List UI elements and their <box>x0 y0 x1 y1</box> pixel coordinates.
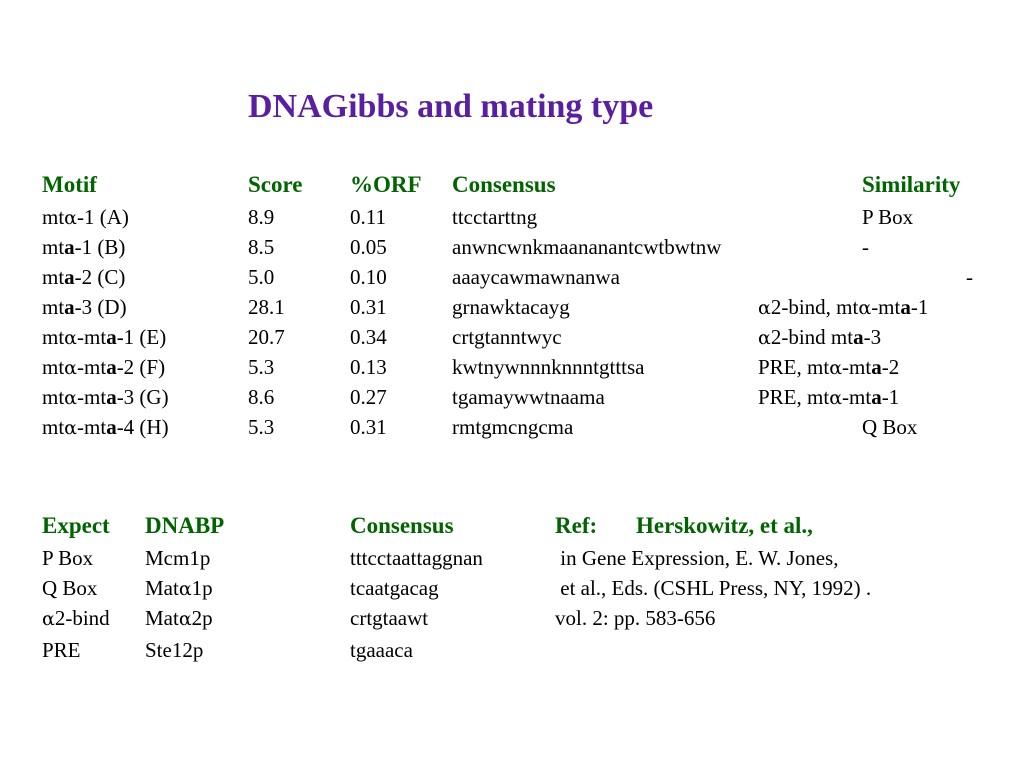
consensus-cell: aaaycawmawnanwa <box>452 265 620 289</box>
orf-cell: 0.13 <box>350 355 387 379</box>
consensus-cell: tcaatgacag <box>350 576 439 600</box>
score-cell: 5.0 <box>248 265 275 289</box>
table-row <box>0 262 1024 292</box>
consensus-cell: kwtnywnnnknnntgtttsa <box>452 355 645 379</box>
expect-table-header <box>0 511 1024 541</box>
consensus-cell: ttcctarttng <box>452 205 538 229</box>
dnabp-cell: Matα2p <box>145 606 213 630</box>
orf-cell: 0.34 <box>350 325 387 349</box>
score-header: Score <box>248 172 303 197</box>
similarity-cell: - <box>862 235 869 259</box>
dnabp-cell: Matα1p <box>145 576 213 600</box>
consensus-cell: tgamaywwtnaama <box>452 385 605 409</box>
table-row <box>0 412 1024 442</box>
orf-cell: 0.31 <box>350 295 387 319</box>
consensus-header: Consensus <box>350 513 454 538</box>
orf-cell: 0.27 <box>350 385 387 409</box>
similarity-cell: PRE, mtα-mta-1 <box>758 385 900 409</box>
slide-title: DNAGibbs and mating type <box>248 88 654 125</box>
table-row <box>0 202 1024 232</box>
table-row <box>0 573 1024 603</box>
motif-cell: mtα-mta-1 (E) <box>42 325 167 349</box>
table-row <box>0 292 1024 322</box>
score-cell: 8.6 <box>248 385 275 409</box>
consensus-cell: grnawktacayg <box>452 295 570 319</box>
table-row <box>0 603 1024 633</box>
consensus-cell: tgaaaca <box>350 638 413 662</box>
motif-cell: mtα-mta-4 (H) <box>42 415 169 439</box>
reference-line: Herskowitz, et al., <box>636 513 813 538</box>
orf-cell: 0.10 <box>350 265 387 289</box>
similarity-header: Similarity <box>862 172 961 197</box>
orf-cell: 0.05 <box>350 235 387 259</box>
motif-header: Motif <box>42 172 97 197</box>
similarity-cell: PRE, mtα-mta-2 <box>758 355 900 379</box>
table-row <box>0 543 1024 573</box>
orf-cell: 0.31 <box>350 415 387 439</box>
expect-cell: α2-bind <box>42 606 110 630</box>
similarity-cell: α2-bind, mtα-mta-1 <box>758 295 929 319</box>
ref-header: Ref: <box>555 513 598 538</box>
score-cell: 5.3 <box>248 355 275 379</box>
dnabp-cell: Ste12p <box>145 638 204 662</box>
consensus-header: Consensus <box>452 172 556 197</box>
orf-header: %ORF <box>350 172 422 197</box>
table-row <box>0 382 1024 412</box>
reference-line: in Gene Expression, E. W. Jones, <box>555 546 839 570</box>
similarity-cell: α2-bind mta-3 <box>758 325 882 349</box>
score-cell: 28.1 <box>248 295 285 319</box>
orf-cell: 0.11 <box>350 205 386 229</box>
motif-cell: mta-3 (D) <box>42 295 127 319</box>
similarity-cell: - <box>966 265 973 289</box>
motif-table-header <box>0 170 1024 200</box>
expect-cell: Q Box <box>42 576 98 600</box>
score-cell: 5.3 <box>248 415 275 439</box>
table-row <box>0 322 1024 352</box>
motif-cell: mta-2 (C) <box>42 265 126 289</box>
table-row <box>0 635 1024 665</box>
similarity-cell: Q Box <box>862 415 918 439</box>
score-cell: 8.5 <box>248 235 275 259</box>
table-row <box>0 232 1024 262</box>
expect-cell: PRE <box>42 638 81 662</box>
expect-cell: P Box <box>42 546 94 570</box>
expect-header: Expect <box>42 513 110 538</box>
consensus-cell: tttcctaattaggnan <box>350 546 483 570</box>
dnabp-cell: Mcm1p <box>145 546 211 570</box>
motif-cell: mta-1 (B) <box>42 235 126 259</box>
score-cell: 20.7 <box>248 325 285 349</box>
consensus-cell: anwncwnkmaananantcwtbwtnw <box>452 235 722 259</box>
similarity-cell: P Box <box>862 205 914 229</box>
motif-cell: mtα-mta-2 (F) <box>42 355 166 379</box>
dnabp-header: DNABP <box>145 513 225 538</box>
score-cell: 8.9 <box>248 205 275 229</box>
reference-line: et al., Eds. (CSHL Press, NY, 1992) . <box>555 576 872 600</box>
motif-cell: mtα-mta-3 (G) <box>42 385 169 409</box>
consensus-cell: crtgtanntwyc <box>452 325 562 349</box>
consensus-cell: rmtgmcngcma <box>452 415 574 439</box>
consensus-cell: crtgtaawt <box>350 606 429 630</box>
table-row <box>0 352 1024 382</box>
reference-line: vol. 2: pp. 583-656 <box>555 606 716 630</box>
motif-cell: mtα-1 (A) <box>42 205 129 229</box>
